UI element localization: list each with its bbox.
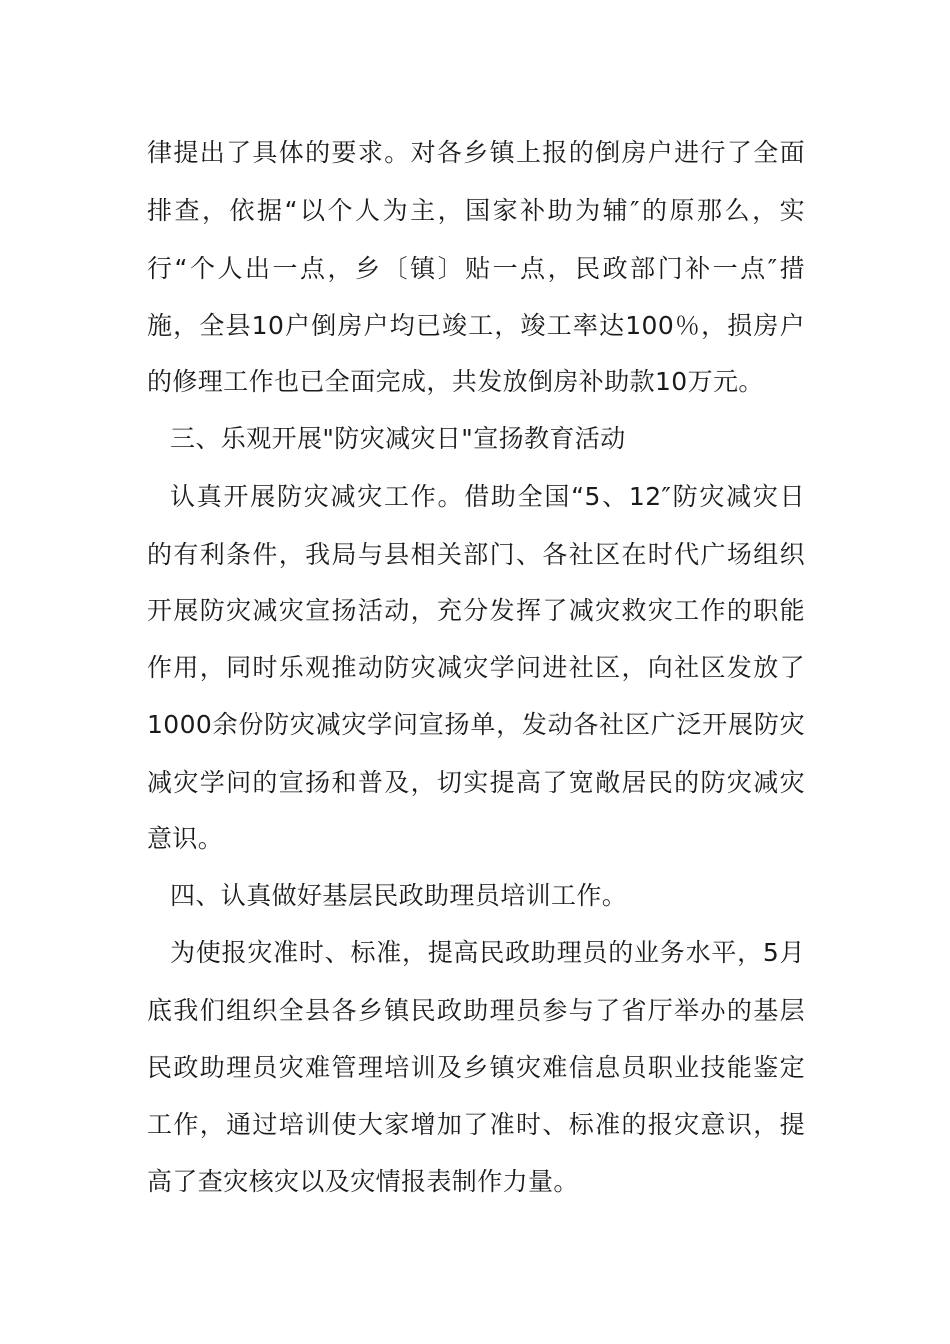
- text-line: 底我们组织全县各乡镇民政助理员参与了省厅举办的基层: [147, 996, 805, 1025]
- text-line: 意识。: [147, 824, 224, 853]
- text-line: 减灾学问的宣扬和普及，切实提高了宽敞居民的防灾减灾: [147, 768, 805, 797]
- text-line: 行“个人出一点，乡〔镇〕贴一点，民政部门补一点″措: [147, 254, 805, 283]
- text-line: 工作，通过培训使大家增加了准时、标准的报灾意识，提: [147, 1110, 805, 1139]
- section-heading: 三、乐观开展"防灾减灾日"宣扬教育活动: [170, 424, 626, 453]
- section-heading: 四、认真做好基层民政助理员培训工作。: [170, 881, 628, 910]
- text-line: 的有利条件，我局与县相关部门、各社区在时代广场组织: [147, 540, 805, 569]
- text-line: 排查，依据“以个人为主，国家补助为辅″的原那么，实: [147, 196, 805, 225]
- text-line: 为使报灾准时、标准，提高民政助理员的业务水平，5月: [170, 938, 805, 967]
- text-line: 高了查灾核灾以及灾情报表制作力量。: [147, 1167, 579, 1196]
- text-line: 1000余份防灾减灾学问宣扬单，发动各社区广泛开展防灾: [147, 710, 805, 739]
- text-line: 开展防灾减灾宣扬活动，充分发挥了减灾救灾工作的职能: [147, 596, 805, 625]
- text-line: 认真开展防灾减灾工作。借助全国“5、12″防灾减灾日: [170, 482, 805, 511]
- text-line: 施，全县10户倒房户均已竣工，竣工率达100％，损房户: [147, 311, 805, 340]
- text-line: 作用，同时乐观推动防灾减灾学问进社区，向社区发放了: [147, 653, 805, 682]
- text-line: 民政助理员灾难管理培训及乡镇灾难信息员职业技能鉴定: [147, 1053, 805, 1082]
- text-line: 律提出了具体的要求。对各乡镇上报的倒房户进行了全面: [147, 138, 805, 167]
- text-line: 的修理工作也已全面完成，共发放倒房补助款10万元。: [147, 367, 764, 396]
